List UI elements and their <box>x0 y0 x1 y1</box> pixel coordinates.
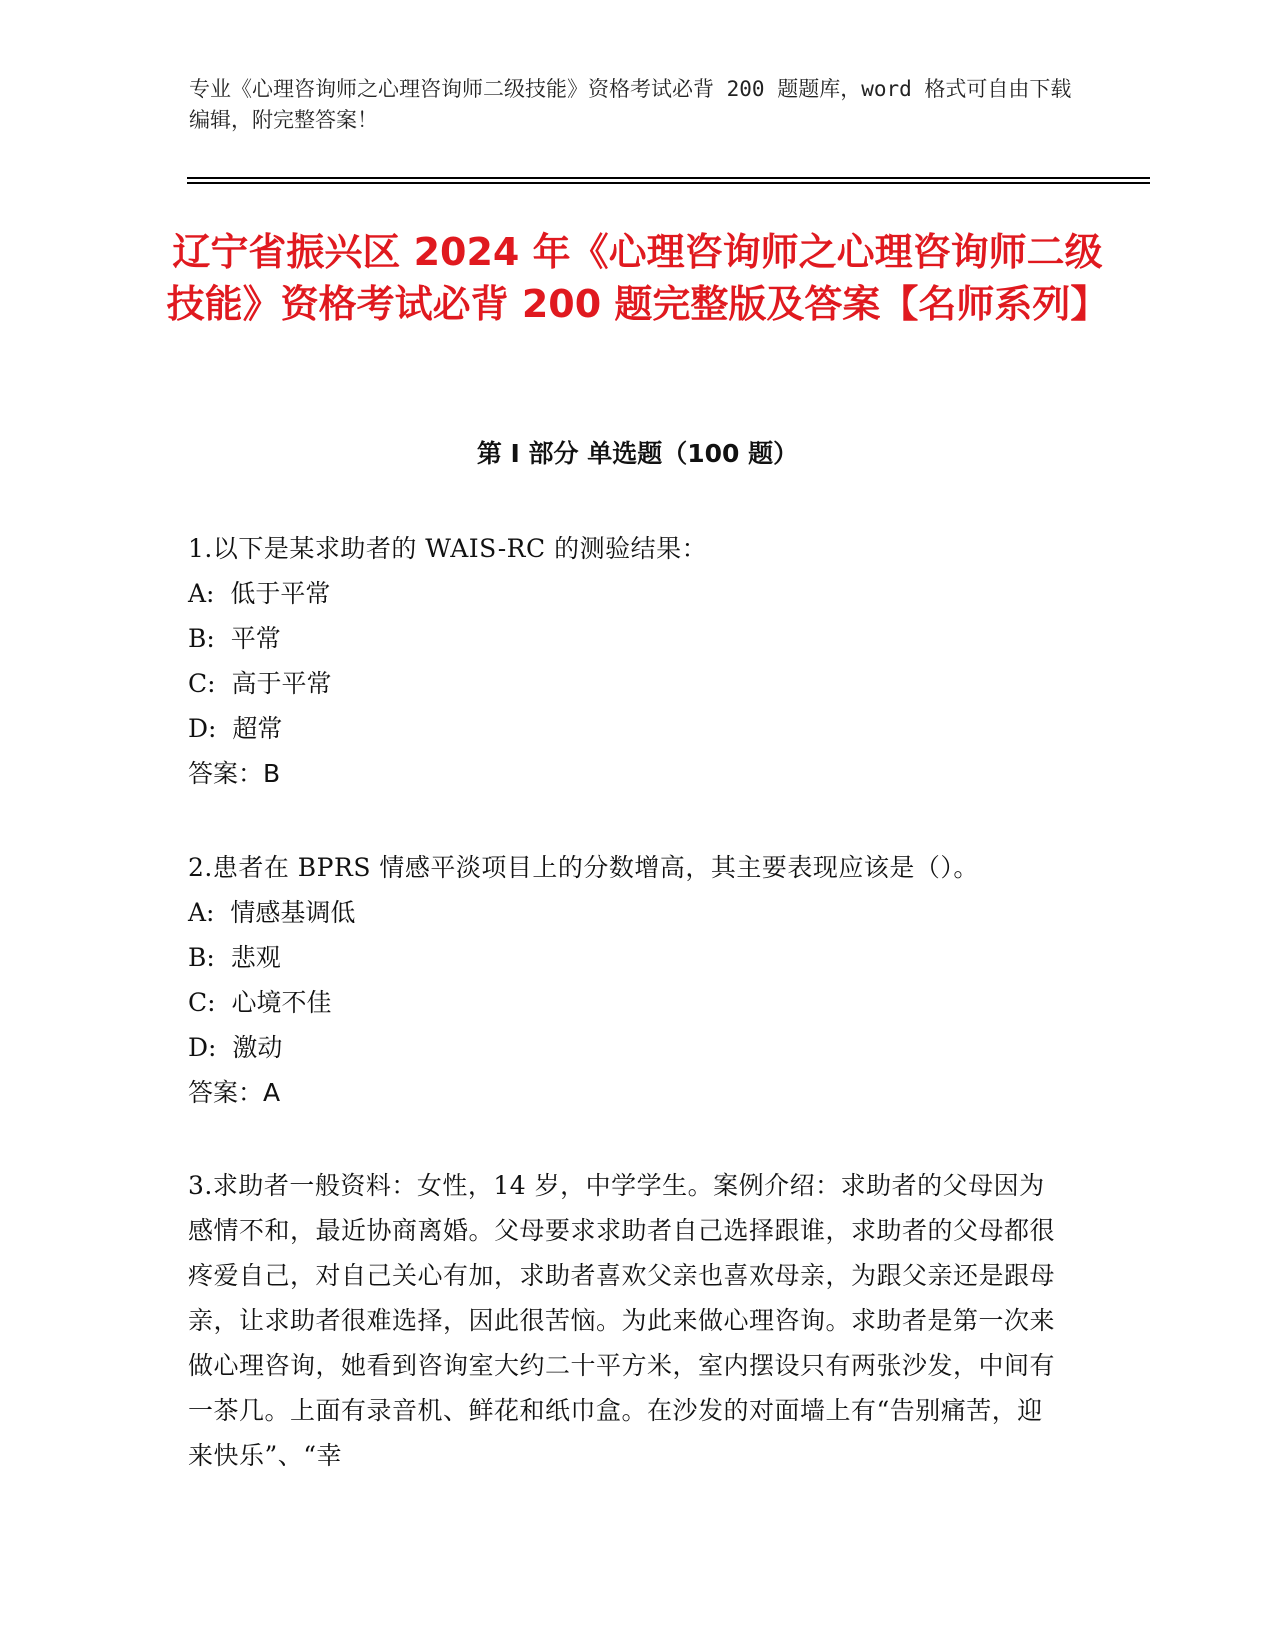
document-title: 辽宁省振兴区 2024 年《心理咨询师之心理咨询师二级技能》资格考试必背 200 题完整版及答案【名师系列】 <box>166 230 1109 326</box>
question-1 <box>188 526 1068 796</box>
option-a: A: 低于平常 <box>188 579 331 608</box>
option-d: D: 激动 <box>188 1033 283 1062</box>
answer: 答案：B <box>188 759 281 788</box>
answer: 答案：A <box>188 1078 281 1107</box>
header-divider-top <box>187 177 1150 179</box>
option-d: D: 超常 <box>188 714 283 743</box>
header-divider-bottom <box>187 182 1150 184</box>
question-stem: 2.患者在 BPRS 情感平淡项目上的分数增高，其主要表现应该是（）。 <box>188 853 979 882</box>
question-stem: 1.以下是某求助者的 WAIS-RC 的测验结果： <box>188 534 708 563</box>
option-a: A: 情感基调低 <box>188 898 356 927</box>
header-note: 专业《心理咨询师之心理咨询师二级技能》资格考试必背 200 题题库，word 格式可自由下载编辑，附完整答案！ <box>189 77 1072 132</box>
question-2 <box>188 845 1068 1115</box>
section-heading: 第 I 部分 单选题（100 题） <box>476 439 799 468</box>
question-stem: 3.求助者一般资料：女性，14 岁，中学学生。案例介绍：求助者的父母因为感情不和，最近协商离婚。父母要求求助者自己选择跟谁，求助者的父母都很疼爱自己，对自己关心有加，求助者喜欢父亲也喜欢母亲，为跟父亲还是跟母亲，让求助者很难选择，因此很苦恼。为此来做心理咨询。求助者是第一次来做心理咨询，她看到咨询室大约二十平方米，室内摆设只有两张沙发，中间有一茶几。上面有录音机、鲜花和纸巾盒。在沙发的对面墙上有“告别痛苦，迎来快乐”、“幸 <box>188 1171 1056 1470</box>
option-c: C: 心境不佳 <box>188 988 332 1017</box>
option-b: B: 悲观 <box>188 943 281 972</box>
question-3 <box>188 1163 1068 1478</box>
option-c: C: 高于平常 <box>188 669 332 698</box>
option-b: B: 平常 <box>188 624 281 653</box>
